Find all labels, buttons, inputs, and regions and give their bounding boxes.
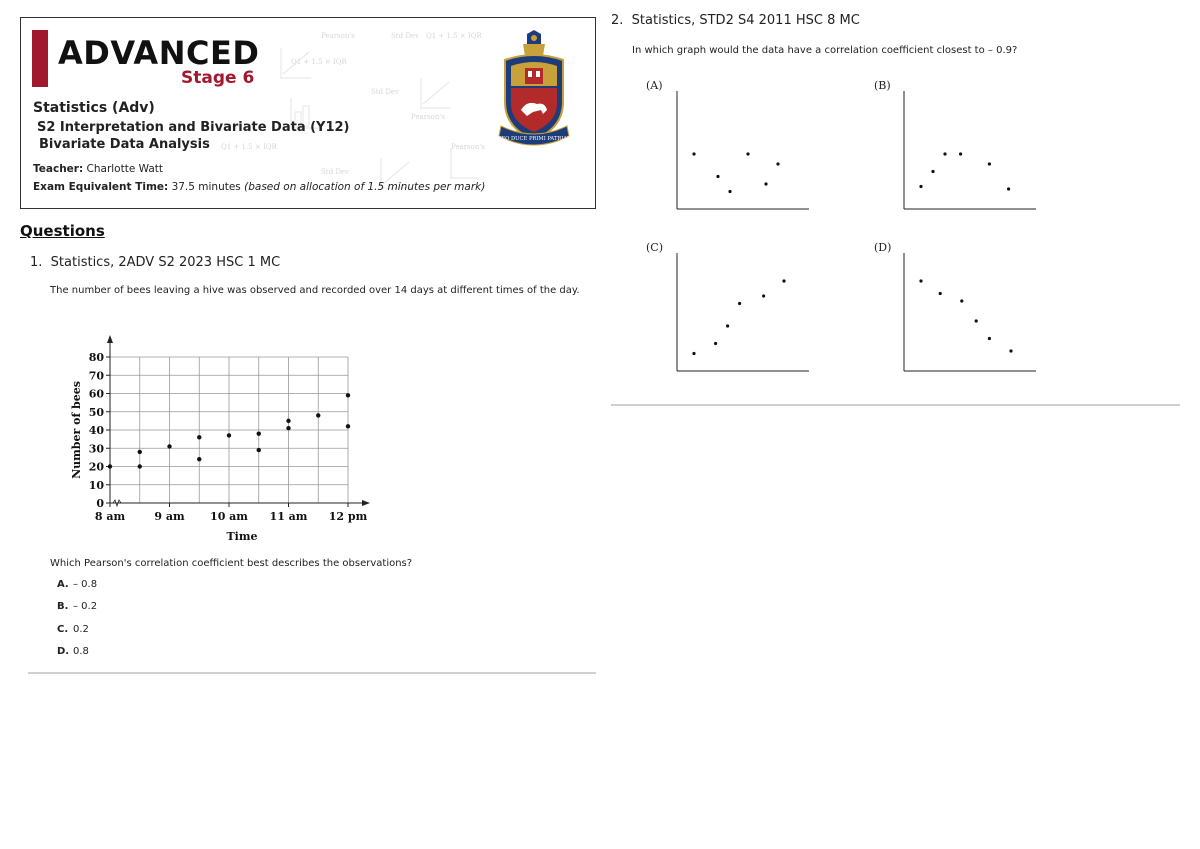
y-axis-arrow <box>107 335 113 343</box>
watermark-term: Q1 + 1.5 × IQR <box>291 58 347 66</box>
graph-a <box>646 79 809 209</box>
data-point <box>138 464 142 468</box>
data-point <box>316 413 320 417</box>
data-point <box>988 162 991 165</box>
teacher-name: Charlotte Watt <box>86 163 164 175</box>
y-tick-label: 60 <box>88 387 104 401</box>
option-b[interactable] <box>57 601 97 612</box>
correlation-graphs <box>640 75 1060 385</box>
teacher-label: Teacher: <box>33 163 84 175</box>
graph-label: (A) <box>646 79 663 92</box>
question-1-text: The number of bees leaving a hive was observed and recorded over 14 days at different times of the day. <box>50 285 580 296</box>
data-point <box>716 175 719 178</box>
data-point <box>1009 349 1012 352</box>
data-point <box>919 185 922 188</box>
option-value: – 0.8 <box>73 579 98 590</box>
data-point <box>975 319 978 322</box>
option-value: – 0.2 <box>73 601 98 612</box>
data-point <box>764 182 767 185</box>
option-c[interactable] <box>57 624 89 635</box>
watermark-term: Pearson's <box>321 32 355 40</box>
data-point <box>286 426 290 430</box>
exam-time-value: 37.5 minutes <box>171 181 241 193</box>
y-tick-label: 50 <box>88 405 104 419</box>
option-letter: A. <box>57 579 69 590</box>
questions-heading: Questions <box>20 222 105 240</box>
exam-time-label: Exam Equivalent Time: <box>33 181 169 193</box>
data-point <box>714 342 717 345</box>
y-tick-label: 80 <box>88 351 104 364</box>
option-value: 0.8 <box>73 646 89 657</box>
divider <box>611 404 1180 406</box>
x-tick-label: 11 am <box>269 510 308 523</box>
x-axis-arrow <box>362 500 370 506</box>
subtopic-title: Bivariate Data Analysis <box>39 137 210 152</box>
data-point <box>692 152 695 155</box>
question-source: Statistics, 2ADV S2 2023 HSC 1 MC <box>50 255 281 270</box>
data-point <box>346 424 350 428</box>
graph-d <box>874 241 1036 371</box>
data-point <box>257 448 261 452</box>
watermark-term: Q1 + 1.5 × IQR <box>221 143 277 151</box>
graph-label: (C) <box>646 241 663 254</box>
graph-label: (B) <box>874 79 891 92</box>
data-point <box>738 302 741 305</box>
data-point <box>943 152 946 155</box>
watermark-term: Std Dev <box>321 168 350 176</box>
data-point <box>138 450 142 454</box>
data-point <box>959 152 962 155</box>
data-point <box>776 162 779 165</box>
stage-label: Stage 6 <box>181 68 255 88</box>
option-letter: D. <box>57 646 70 657</box>
question-1-title <box>30 255 280 270</box>
data-point <box>746 152 749 155</box>
y-tick-label: 70 <box>88 369 104 383</box>
header-banner <box>20 17 596 209</box>
question-number: 1. <box>30 255 43 270</box>
data-point <box>960 299 963 302</box>
data-point <box>167 444 171 448</box>
subject-title: Statistics (Adv) <box>33 100 155 116</box>
school-crest-icon <box>497 30 571 154</box>
teacher-line <box>33 163 163 175</box>
data-point <box>728 190 731 193</box>
x-tick-label: 9 am <box>154 510 185 523</box>
data-point <box>931 170 934 173</box>
question-source: Statistics, STD2 S4 2011 HSC 8 MC <box>631 13 860 28</box>
question-1-prompt: Which Pearson's correlation coefficient best describes the observations? <box>50 558 413 569</box>
course-title: ADVANCED <box>58 34 260 72</box>
option-letter: C. <box>57 624 69 635</box>
watermark-term: Pearson's <box>451 143 485 151</box>
y-tick-label: 40 <box>88 424 104 437</box>
data-point <box>197 435 201 439</box>
watermark-term: Q1 + 1.5 × IQR <box>426 32 482 40</box>
watermark-term: Std Dev <box>371 88 400 96</box>
y-axis-ticks <box>89 351 110 510</box>
y-tick-label: 20 <box>88 460 104 474</box>
data-point <box>227 433 231 437</box>
x-axis-label: Time <box>226 530 258 543</box>
data-point <box>762 294 765 297</box>
exam-time-line <box>33 181 485 193</box>
watermark-term: Std Dev <box>391 32 420 40</box>
crest-motto: DEO DUCE PRIMI PATRIAE <box>497 136 571 142</box>
question-2-text: In which graph would the data have a correlation coefficient closest to – 0.9? <box>632 45 1018 56</box>
data-point <box>257 431 261 435</box>
divider <box>28 672 596 674</box>
data-point <box>286 419 290 423</box>
data-point <box>197 457 201 461</box>
x-tick-label: 10 am <box>210 510 248 523</box>
question-number: 2. <box>611 13 624 28</box>
graph-b <box>874 79 1036 209</box>
y-axis-label: Number of bees <box>70 381 83 479</box>
data-point <box>108 464 112 468</box>
x-tick-label: 8 am <box>94 510 126 523</box>
data-point <box>1007 187 1010 190</box>
y-tick-label: 30 <box>88 442 104 456</box>
data-point <box>782 279 785 282</box>
data-point <box>919 279 922 282</box>
option-a[interactable] <box>57 579 97 590</box>
y-tick-label: 0 <box>96 497 104 510</box>
option-letter: B. <box>57 601 69 612</box>
option-value: 0.2 <box>73 624 89 635</box>
y-tick-label: 10 <box>88 478 104 492</box>
graph-label: (D) <box>874 241 892 254</box>
option-d[interactable] <box>57 646 89 657</box>
data-point <box>726 324 729 327</box>
accent-bar <box>32 30 48 87</box>
chart-axes <box>107 335 370 506</box>
bees-scatter-chart <box>60 330 380 545</box>
data-point <box>988 337 991 340</box>
topic-title: S2 Interpretation and Bivariate Data (Y12) <box>37 120 350 135</box>
x-axis-ticks <box>95 503 368 523</box>
data-point <box>346 393 350 397</box>
data-point <box>939 292 942 295</box>
watermark-term: Pearson's <box>411 113 445 121</box>
x-tick-label: 12 pm <box>328 510 368 523</box>
question-2-title <box>611 13 860 28</box>
chart-grid <box>110 357 348 503</box>
exam-time-note: (based on allocation of 1.5 minutes per mark) <box>244 181 486 193</box>
graph-c <box>646 241 809 371</box>
watermark-graphs <box>271 38 481 198</box>
data-point <box>692 352 695 355</box>
